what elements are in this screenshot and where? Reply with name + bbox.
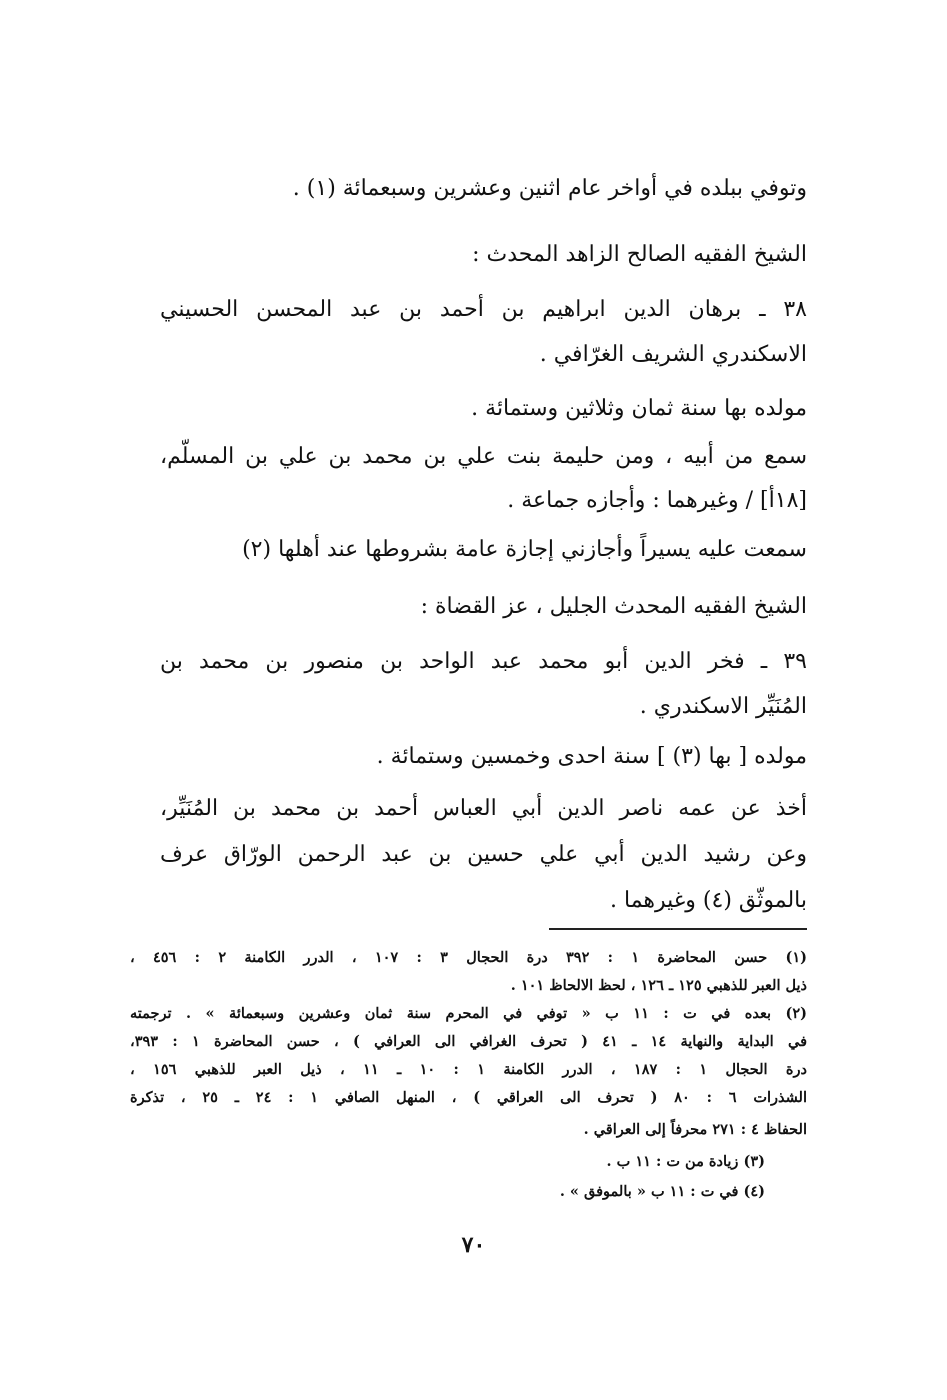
- footnote-line-2: ذيل العبر للذهبي ١٢٥ ـ ١٢٦ ، لحظ الالحاظ ١٠١ .: [510, 977, 807, 994]
- body-line-13: أخذ عن عمه ناصر الدين أبي العباس أحمد بن محمد بن المُنَيِّر،: [160, 796, 807, 821]
- footnote-line-4: في البداية والنهاية ١٤ ـ ٤١ ( تحرف الغرافي الى العرافي ) ، حسن المحاضرة ١ : ٣٩٣،: [130, 1033, 807, 1050]
- footnote-line-6: الشذرات ٦ : ٨٠ ( تحرف الى العراقي ) ، المنهل الصافي ١ : ٢٤ ـ ٢٥ ، تذكرة: [130, 1089, 807, 1106]
- body-line-5: مولده بها سنة ثمان وثلاثين وستمائة .: [471, 396, 807, 421]
- body-line-8: سمعت عليه يسيراً وأجازني إجازة عامة بشروطها عند أهلها (٢): [242, 537, 807, 562]
- body-line-9: الشيخ الفقيه المحدث الجليل ، عز القضاة :: [420, 594, 807, 619]
- footnote-line-8: (٣) زيادة من ت : ١١ ب .: [606, 1153, 765, 1170]
- body-line-6: سمع من أبيه ، ومن حليمة بنت علي بن محمد بن علي بن المسلّم،: [160, 444, 807, 469]
- entry-38-heading: ٣٨ ـ برهان الدين ابراهيم بن أحمد بن عبد المحسن الحسيني: [160, 297, 807, 322]
- footnote-separator: [549, 928, 807, 930]
- footnote-line-3: (٢) بعده في ت : ١١ ب « توفي في المحرم سنة ثمان وعشرين وسبعمائة » . ترجمته: [130, 1005, 807, 1022]
- body-line-2: الشيخ الفقيه الصالح الزاهد المحدث :: [472, 242, 807, 267]
- footnote-line-9: (٤) في ت : ١١ ب « بالموفق » .: [559, 1183, 765, 1200]
- body-line-1: وتوفي ببلده في أواخر عام اثنين وعشرين وسبعمائة (١) .: [292, 176, 807, 201]
- body-line-14: وعن رشيد الدين أبي علي حسين بن عبد الرحمن الورّاق عرف: [160, 842, 807, 867]
- body-line-12: مولده [ بها (٣) ] سنة احدى وخمسين وستمائة .: [376, 744, 807, 769]
- footnote-line-5: درة الحجال ١ : ١٨٧ ، الدرر الكامنة ١ : ١٠ ـ ١١ ، ذيل العبر للذهبي ١٥٦ ،: [130, 1061, 807, 1078]
- body-line-15: بالموثّق (٤) وغيرهما .: [610, 888, 807, 913]
- footnote-line-7: الحفاظ ٤ : ٢٧١ محرفاً إلى العراقي .: [583, 1121, 807, 1138]
- entry-39-heading: ٣٩ ـ فخر الدين أبو محمد عبد الواحد بن منصور بن محمد بن: [160, 649, 807, 674]
- page-number: ٧٠: [461, 1232, 486, 1258]
- body-line-4: الاسكندري الشريف الغرّافي .: [539, 342, 807, 367]
- body-line-7: [١٨أ] / وغيرهما : وأجازه جماعة .: [507, 488, 807, 513]
- body-line-11: المُنَيِّر الاسكندري .: [639, 694, 807, 719]
- footnote-line-1: (١) حسن المحاضرة ١ : ٣٩٢ درة الحجال ٣ : ١٠٧ ، الدرر الكامنة ٢ : ٤٥٦ ،: [130, 949, 808, 966]
